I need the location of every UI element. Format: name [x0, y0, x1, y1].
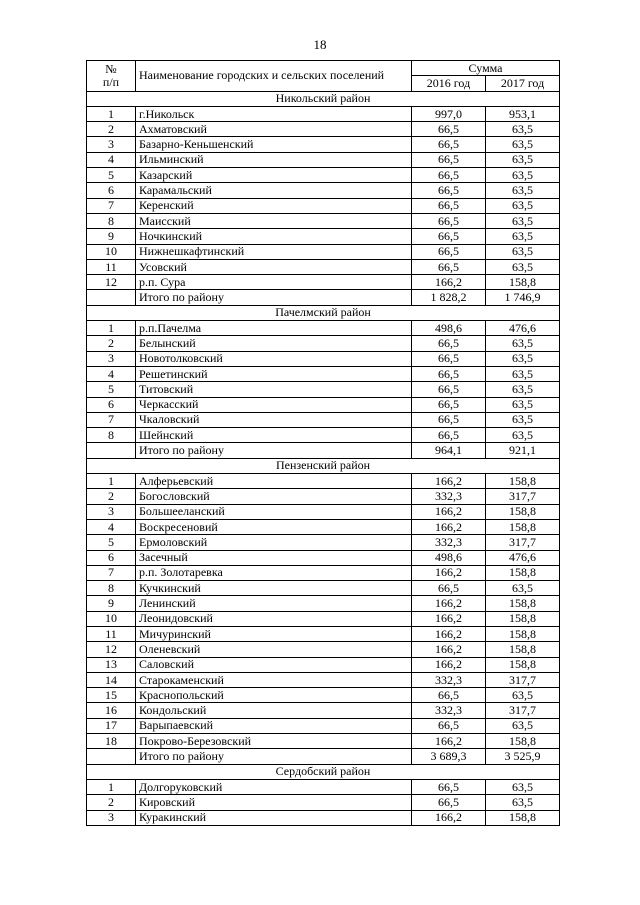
value-2016: 166,2 — [412, 275, 486, 290]
row-number: 6 — [87, 183, 136, 198]
value-2016: 66,5 — [412, 152, 486, 167]
settlement-name: Маисский — [136, 213, 412, 228]
value-2016: 66,5 — [412, 259, 486, 274]
settlement-name: Засечный — [136, 550, 412, 565]
value-2016: 66,5 — [412, 428, 486, 443]
settlement-name: Кировский — [136, 795, 412, 810]
table-row — [87, 152, 560, 167]
value-2016: 66,5 — [412, 795, 486, 810]
value-2017: 317,7 — [486, 703, 560, 718]
row-number: 10 — [87, 244, 136, 259]
value-2017: 158,8 — [486, 657, 560, 672]
value-2017: 63,5 — [486, 581, 560, 596]
settlement-name: Воскресеновий — [136, 519, 412, 534]
total-2017: 921,1 — [486, 443, 560, 458]
table-row — [87, 657, 560, 672]
total-label: Итого по району — [136, 443, 412, 458]
value-2016: 66,5 — [412, 397, 486, 412]
settlement-name: Мичуринский — [136, 626, 412, 641]
row-number: 2 — [87, 489, 136, 504]
row-number: 7 — [87, 198, 136, 213]
settlement-name: Чкаловский — [136, 412, 412, 427]
district-total-row — [87, 749, 560, 764]
table-row — [87, 550, 560, 565]
value-2016: 166,2 — [412, 611, 486, 626]
table-row — [87, 382, 560, 397]
table-row — [87, 688, 560, 703]
row-number: 2 — [87, 336, 136, 351]
value-2016: 66,5 — [412, 366, 486, 381]
row-number: 15 — [87, 688, 136, 703]
row-number: 4 — [87, 519, 136, 534]
row-number: 5 — [87, 382, 136, 397]
district-total-row — [87, 443, 560, 458]
settlement-name: Леонидовский — [136, 611, 412, 626]
value-2016: 66,5 — [412, 351, 486, 366]
settlements-table — [86, 60, 560, 826]
header-num-line1: № — [105, 61, 117, 76]
row-number: 1 — [87, 474, 136, 489]
table-row — [87, 244, 560, 259]
value-2016: 498,6 — [412, 321, 486, 336]
settlement-name: Ильминский — [136, 152, 412, 167]
settlement-name: Кондольский — [136, 703, 412, 718]
row-number: 1 — [87, 106, 136, 121]
row-number: 2 — [87, 795, 136, 810]
value-2016: 166,2 — [412, 734, 486, 749]
header-year-2016: 2016 год — [412, 76, 486, 91]
table-row — [87, 412, 560, 427]
settlement-name: Новотолковский — [136, 351, 412, 366]
table-row — [87, 428, 560, 443]
table-row — [87, 581, 560, 596]
row-number: 11 — [87, 259, 136, 274]
table-row — [87, 168, 560, 183]
settlement-name: Старокаменский — [136, 672, 412, 687]
value-2017: 158,8 — [486, 474, 560, 489]
total-label: Итого по району — [136, 290, 412, 305]
total-empty-cell — [87, 749, 136, 764]
district-header-row — [87, 458, 560, 473]
settlement-name: Казарский — [136, 168, 412, 183]
row-number: 2 — [87, 122, 136, 137]
total-empty-cell — [87, 290, 136, 305]
value-2016: 166,2 — [412, 504, 486, 519]
value-2016: 166,2 — [412, 519, 486, 534]
row-number: 7 — [87, 565, 136, 580]
value-2016: 166,2 — [412, 474, 486, 489]
total-2016: 3 689,3 — [412, 749, 486, 764]
table-row — [87, 122, 560, 137]
table-row — [87, 213, 560, 228]
value-2017: 317,7 — [486, 489, 560, 504]
value-2017: 158,8 — [486, 626, 560, 641]
settlement-name: Оленевский — [136, 642, 412, 657]
row-number: 8 — [87, 213, 136, 228]
district-header-row — [87, 91, 560, 106]
settlement-name: Краснопольский — [136, 688, 412, 703]
table-row — [87, 183, 560, 198]
value-2016: 166,2 — [412, 596, 486, 611]
value-2016: 66,5 — [412, 581, 486, 596]
row-number: 4 — [87, 152, 136, 167]
value-2017: 317,7 — [486, 672, 560, 687]
table-row — [87, 198, 560, 213]
row-number: 3 — [87, 504, 136, 519]
value-2016: 66,5 — [412, 183, 486, 198]
total-2016: 964,1 — [412, 443, 486, 458]
row-number: 6 — [87, 550, 136, 565]
settlement-name: Долгоруковский — [136, 779, 412, 794]
value-2017: 63,5 — [486, 428, 560, 443]
table-row — [87, 366, 560, 381]
value-2017: 158,8 — [486, 519, 560, 534]
settlement-name: Черкасский — [136, 397, 412, 412]
settlement-name: Варыпаевский — [136, 718, 412, 733]
value-2017: 317,7 — [486, 535, 560, 550]
table-row — [87, 519, 560, 534]
row-number: 10 — [87, 611, 136, 626]
row-number: 12 — [87, 642, 136, 657]
value-2016: 332,3 — [412, 672, 486, 687]
district-name: Пачелмский район — [87, 305, 560, 320]
table-row — [87, 718, 560, 733]
table-row — [87, 611, 560, 626]
settlement-name: Куракинский — [136, 810, 412, 825]
total-2016: 1 828,2 — [412, 290, 486, 305]
value-2017: 63,5 — [486, 351, 560, 366]
table-row — [87, 734, 560, 749]
value-2017: 63,5 — [486, 366, 560, 381]
row-number: 3 — [87, 351, 136, 366]
row-number: 7 — [87, 412, 136, 427]
value-2017: 953,1 — [486, 106, 560, 121]
value-2016: 66,5 — [412, 213, 486, 228]
value-2017: 158,8 — [486, 642, 560, 657]
value-2017: 63,5 — [486, 198, 560, 213]
value-2016: 66,5 — [412, 688, 486, 703]
value-2017: 63,5 — [486, 137, 560, 152]
row-number: 13 — [87, 657, 136, 672]
row-number: 9 — [87, 596, 136, 611]
row-number: 1 — [87, 779, 136, 794]
settlement-name: Ахматовский — [136, 122, 412, 137]
value-2017: 63,5 — [486, 259, 560, 274]
value-2016: 66,5 — [412, 382, 486, 397]
value-2016: 66,5 — [412, 122, 486, 137]
settlement-name: р.п. Сура — [136, 275, 412, 290]
row-number: 3 — [87, 137, 136, 152]
settlement-name: Нижнешкафтинский — [136, 244, 412, 259]
district-total-row — [87, 290, 560, 305]
table-row — [87, 137, 560, 152]
value-2017: 158,8 — [486, 810, 560, 825]
total-2017: 3 525,9 — [486, 749, 560, 764]
row-number: 14 — [87, 672, 136, 687]
settlement-name: Шейнский — [136, 428, 412, 443]
table-row — [87, 474, 560, 489]
table-row — [87, 275, 560, 290]
header-name: Наименование городских и сельских поселений — [136, 61, 412, 92]
value-2016: 997,0 — [412, 106, 486, 121]
table-row — [87, 703, 560, 718]
value-2017: 63,5 — [486, 244, 560, 259]
district-header-row — [87, 305, 560, 320]
table-body — [87, 91, 560, 825]
value-2017: 158,8 — [486, 611, 560, 626]
value-2017: 63,5 — [486, 152, 560, 167]
value-2017: 63,5 — [486, 412, 560, 427]
value-2017: 63,5 — [486, 779, 560, 794]
settlement-name: Алферьевский — [136, 474, 412, 489]
value-2017: 63,5 — [486, 229, 560, 244]
value-2016: 332,3 — [412, 489, 486, 504]
row-number: 12 — [87, 275, 136, 290]
table-row — [87, 504, 560, 519]
value-2017: 158,8 — [486, 275, 560, 290]
total-2017: 1 746,9 — [486, 290, 560, 305]
settlement-name: Ермоловский — [136, 535, 412, 550]
district-header-row — [87, 764, 560, 779]
settlement-name: Кучкинский — [136, 581, 412, 596]
table-row — [87, 351, 560, 366]
value-2017: 63,5 — [486, 336, 560, 351]
district-name: Никольский район — [87, 91, 560, 106]
settlement-name: Богословский — [136, 489, 412, 504]
table-row — [87, 596, 560, 611]
settlement-name: Ленинский — [136, 596, 412, 611]
table-row — [87, 489, 560, 504]
table-row — [87, 642, 560, 657]
value-2016: 332,3 — [412, 535, 486, 550]
value-2017: 63,5 — [486, 688, 560, 703]
total-empty-cell — [87, 443, 136, 458]
value-2016: 66,5 — [412, 198, 486, 213]
settlement-name: Карамальский — [136, 183, 412, 198]
value-2016: 66,5 — [412, 336, 486, 351]
table-row — [87, 535, 560, 550]
table-row — [87, 336, 560, 351]
header-num-line2: п/п — [102, 74, 120, 89]
value-2016: 66,5 — [412, 412, 486, 427]
table-row — [87, 795, 560, 810]
value-2016: 66,5 — [412, 229, 486, 244]
table-row — [87, 672, 560, 687]
settlement-name: Покрово-Березовский — [136, 734, 412, 749]
row-number: 9 — [87, 229, 136, 244]
header-sum: Сумма — [412, 61, 560, 76]
header-num — [87, 61, 136, 92]
settlement-name: Саловский — [136, 657, 412, 672]
row-number: 3 — [87, 810, 136, 825]
value-2016: 66,5 — [412, 137, 486, 152]
table-row — [87, 106, 560, 121]
value-2016: 66,5 — [412, 779, 486, 794]
settlement-name: Титовский — [136, 382, 412, 397]
value-2016: 332,3 — [412, 703, 486, 718]
row-number: 8 — [87, 428, 136, 443]
table-row — [87, 565, 560, 580]
value-2016: 166,2 — [412, 810, 486, 825]
row-number: 16 — [87, 703, 136, 718]
table-row — [87, 626, 560, 641]
value-2017: 63,5 — [486, 213, 560, 228]
row-number: 18 — [87, 734, 136, 749]
row-number: 5 — [87, 168, 136, 183]
value-2017: 63,5 — [486, 795, 560, 810]
value-2017: 63,5 — [486, 122, 560, 137]
table-row — [87, 321, 560, 336]
value-2017: 158,8 — [486, 504, 560, 519]
value-2017: 63,5 — [486, 168, 560, 183]
value-2016: 66,5 — [412, 168, 486, 183]
value-2016: 66,5 — [412, 244, 486, 259]
value-2017: 158,8 — [486, 565, 560, 580]
settlement-name: Усовский — [136, 259, 412, 274]
district-name: Пензенский район — [87, 458, 560, 473]
table-row — [87, 229, 560, 244]
value-2017: 63,5 — [486, 382, 560, 397]
value-2017: 63,5 — [486, 397, 560, 412]
table-row — [87, 259, 560, 274]
value-2016: 498,6 — [412, 550, 486, 565]
settlement-name: Белынский — [136, 336, 412, 351]
row-number: 1 — [87, 321, 136, 336]
row-number: 5 — [87, 535, 136, 550]
settlement-name: Ночкинский — [136, 229, 412, 244]
value-2016: 166,2 — [412, 565, 486, 580]
value-2017: 476,6 — [486, 550, 560, 565]
value-2016: 166,2 — [412, 626, 486, 641]
settlement-name: Керенский — [136, 198, 412, 213]
settlement-name: Базарно-Кеньшенский — [136, 137, 412, 152]
table-row — [87, 779, 560, 794]
header-year-2017: 2017 год — [486, 76, 560, 91]
value-2017: 158,8 — [486, 734, 560, 749]
settlement-name: Решетинский — [136, 366, 412, 381]
value-2017: 158,8 — [486, 596, 560, 611]
table-row — [87, 810, 560, 825]
value-2017: 63,5 — [486, 718, 560, 733]
row-number: 4 — [87, 366, 136, 381]
settlement-name: г.Никольск — [136, 106, 412, 121]
table-row — [87, 397, 560, 412]
row-number: 11 — [87, 626, 136, 641]
value-2017: 476,6 — [486, 321, 560, 336]
row-number: 8 — [87, 581, 136, 596]
total-label: Итого по району — [136, 749, 412, 764]
value-2016: 166,2 — [412, 642, 486, 657]
district-name: Сердобский район — [87, 764, 560, 779]
row-number: 17 — [87, 718, 136, 733]
row-number: 6 — [87, 397, 136, 412]
value-2016: 66,5 — [412, 718, 486, 733]
page-number: 18 — [313, 37, 327, 52]
settlement-name: р.п.Пачелма — [136, 321, 412, 336]
settlement-name: Большееланский — [136, 504, 412, 519]
value-2017: 63,5 — [486, 183, 560, 198]
value-2016: 166,2 — [412, 657, 486, 672]
settlement-name: р.п. Золотаревка — [136, 565, 412, 580]
